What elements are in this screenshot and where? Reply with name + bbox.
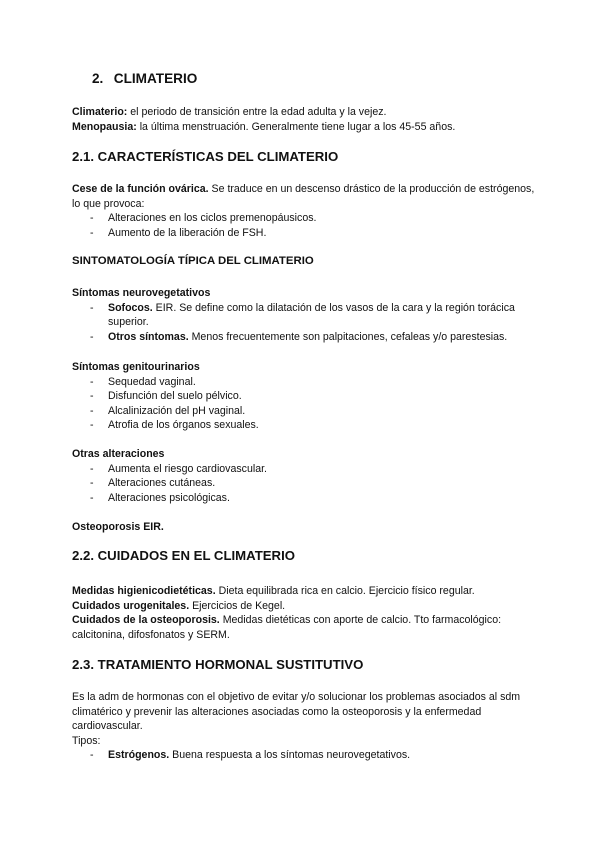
tratamiento-body bbox=[72, 690, 542, 763]
tratamiento-paragraph: Es la adm de hormonas con el objetivo de evitar y/o solucionar los problemas asociados al sdm climatérico y prevenir las alteraciones asociadas como la osteoporosis y la enfermedad cardiovascular. bbox=[72, 691, 521, 733]
otras-alteraciones-block bbox=[72, 447, 542, 505]
genitourinarios-label: Síntomas genitourinarios bbox=[72, 361, 200, 373]
caracteristicas-body bbox=[72, 182, 542, 240]
tipos-list bbox=[72, 748, 542, 763]
list-item: - Alteraciones cutáneas. bbox=[90, 477, 216, 490]
intro-definitions bbox=[72, 105, 542, 134]
cuidados-item: Cuidados de la osteoporosis. Medidas dietéticas con aporte de calcio. Tto farmacológico: calcitonina, difosfonatos y SERM. bbox=[72, 614, 502, 641]
list-item: - Sequedad vaginal. bbox=[90, 375, 196, 388]
osteoporosis-note: Osteoporosis EIR. bbox=[72, 521, 164, 533]
chapter-title: CLIMATERIO bbox=[113, 71, 198, 86]
genitourinarios-list bbox=[72, 375, 542, 433]
chapter-heading bbox=[92, 71, 197, 86]
cese-funcion-ovarica: Cese de la función ovárica. Se traduce en un descenso drástico de la producción de estrógenos, lo que provoca: bbox=[72, 183, 535, 210]
list-item: - Atrofia de los órganos sexuales. bbox=[90, 419, 259, 432]
otras-alteraciones-list bbox=[72, 462, 542, 506]
list-item: - Aumento de la liberación de FSH. bbox=[90, 226, 267, 239]
genitourinarios-block bbox=[72, 360, 542, 433]
tipos-label: Tipos: bbox=[72, 734, 101, 747]
neurovegetativos-list bbox=[72, 301, 542, 345]
list-item: - Alteraciones en los ciclos premenopáusicos. bbox=[90, 212, 317, 225]
section-heading-caracteristicas: 2.1. CARACTERÍSTICAS DEL CLIMATERIO bbox=[72, 149, 339, 164]
list-item: - Estrógenos. Buena respuesta a los síntomas neurovegetativos. bbox=[90, 749, 411, 762]
list-item: - Alcalinización del pH vaginal. bbox=[90, 404, 246, 417]
caracteristicas-list bbox=[72, 211, 542, 240]
otras-alteraciones-label: Otras alteraciones bbox=[72, 448, 165, 460]
section-heading-cuidados: 2.2. CUIDADOS EN EL CLIMATERIO bbox=[72, 548, 295, 563]
neurovegetativos-block bbox=[72, 286, 542, 344]
list-item: - Aumenta el riesgo cardiovascular. bbox=[90, 462, 267, 475]
cuidados-item: Medidas higienicodietéticas. Dieta equilibrada rica en calcio. Ejercicio físico regular. bbox=[72, 585, 475, 597]
chapter-number: 2. bbox=[92, 71, 104, 86]
list-item: - Disfunción del suelo pélvico. bbox=[90, 390, 242, 403]
list-item: - Sofocos. EIR. Se define como la dilatación de los vasos de la cara y la región torácica superior. bbox=[90, 301, 515, 329]
list-item: - Alteraciones psicológicas. bbox=[90, 491, 230, 504]
cuidados-body bbox=[72, 584, 542, 642]
cuidados-item: Cuidados urogenitales. Ejercicios de Kegel. bbox=[72, 599, 286, 612]
sintomatologia-heading: SINTOMATOLOGÍA TÍPICA DEL CLIMATERIO bbox=[72, 255, 314, 267]
definition-climaterio: Climaterio: el periodo de transición entre la edad adulta y la vejez. bbox=[72, 106, 387, 118]
neurovegetativos-label: Síntomas neurovegetativos bbox=[72, 287, 211, 299]
list-item: - Otros síntomas. Menos frecuentemente son palpitaciones, cefaleas y/o parestesias. bbox=[90, 330, 508, 343]
definition-menopausia: Menopausia: la última menstruación. Generalmente tiene lugar a los 45-55 años. bbox=[72, 120, 456, 133]
section-heading-tratamiento: 2.3. TRATAMIENTO HORMONAL SUSTITUTIVO bbox=[72, 657, 364, 672]
